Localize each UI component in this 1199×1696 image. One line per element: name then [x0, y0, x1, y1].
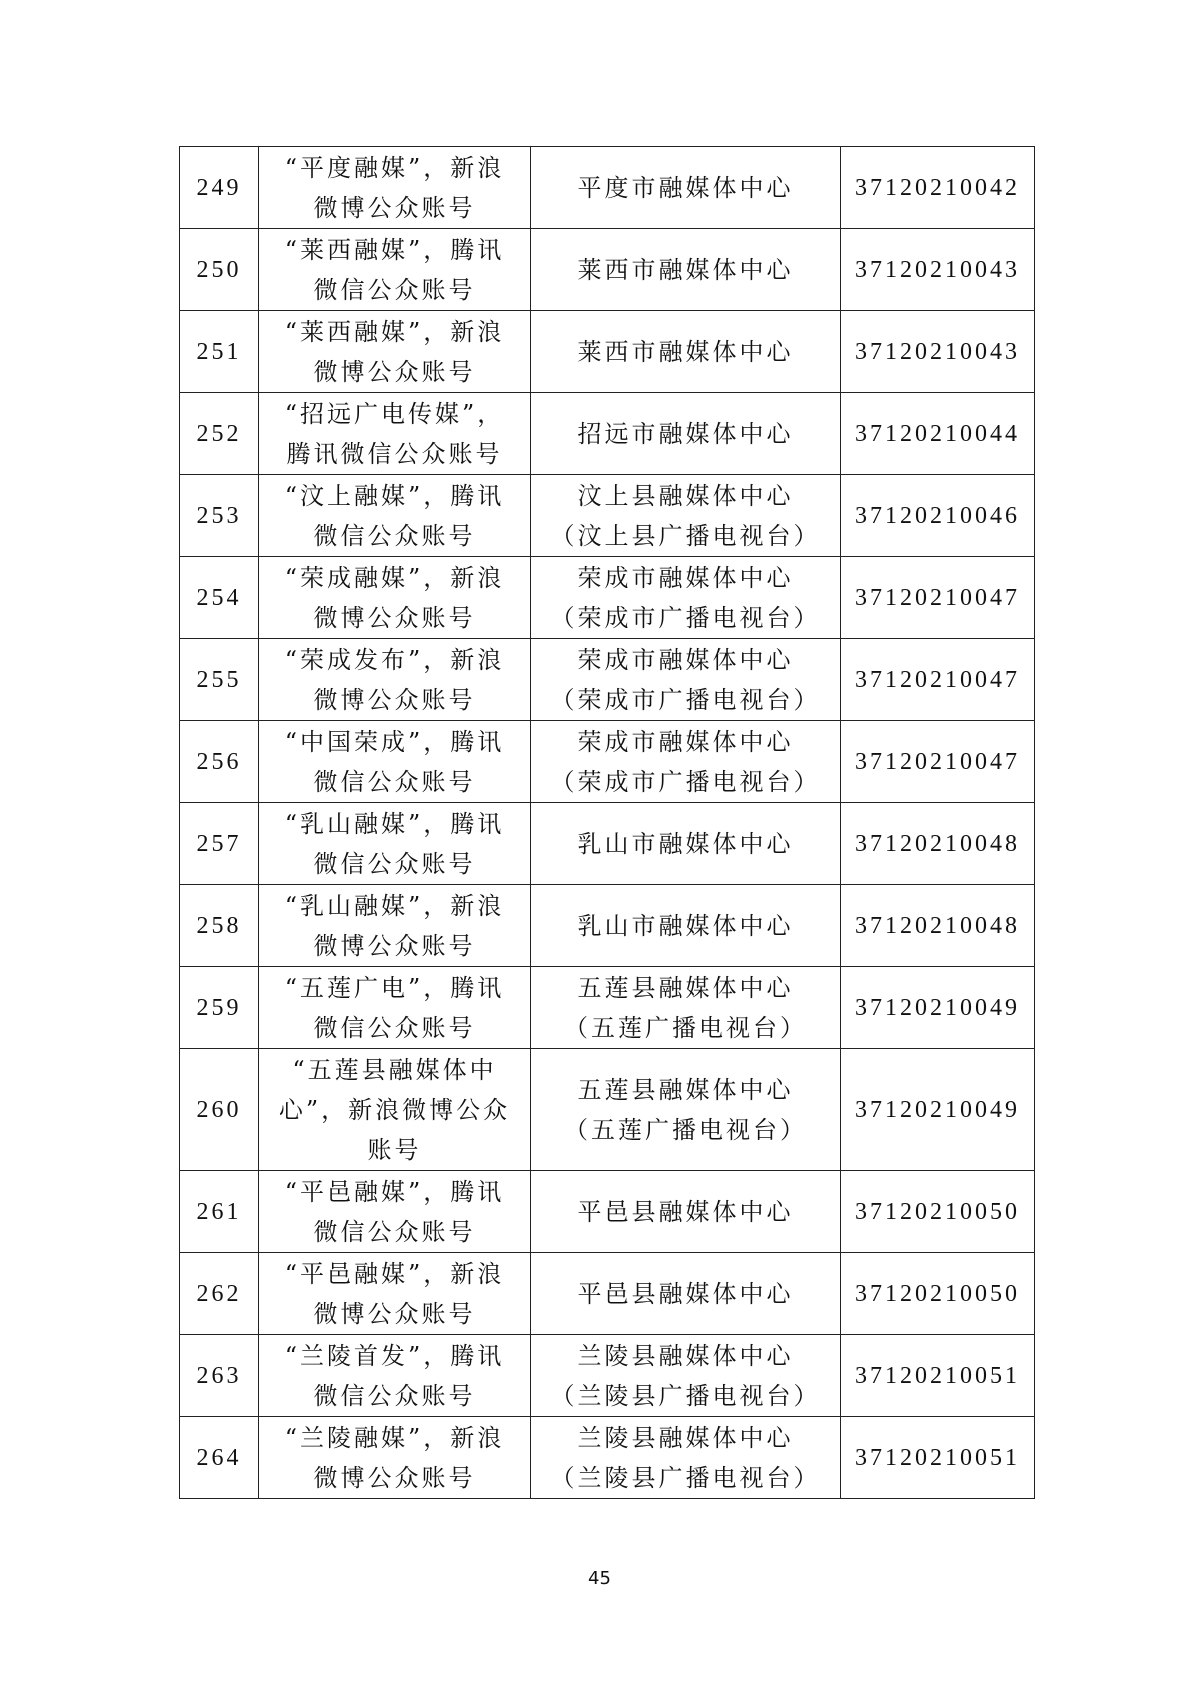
cell-number: 259 [180, 967, 259, 1049]
account-name-line: “莱西融媒”，腾讯 [284, 235, 505, 264]
organization-line: 五莲县融媒体中心 [577, 973, 794, 1002]
account-name-line: “兰陵融媒”，新浪 [284, 1423, 505, 1452]
table-body [180, 147, 1035, 1499]
table-row [180, 147, 1035, 229]
organization-line: 荣成市融媒体中心 [577, 727, 794, 756]
cell-organization [531, 475, 841, 557]
cell-license-code: 37120210047 [841, 639, 1035, 721]
cell-organization [531, 1417, 841, 1499]
cell-number: 256 [180, 721, 259, 803]
cell-license-code: 37120210049 [841, 967, 1035, 1049]
table-row [180, 1049, 1035, 1171]
cell-account-name [259, 639, 531, 721]
account-name-line: “五莲广电”，腾讯 [284, 973, 505, 1002]
cell-number: 261 [180, 1171, 259, 1253]
account-name-line: “乳山融媒”，腾讯 [284, 809, 505, 838]
cell-account-name [259, 885, 531, 967]
table-row [180, 721, 1035, 803]
cell-license-code: 37120210050 [841, 1253, 1035, 1335]
cell-account-name [259, 393, 531, 475]
organization-line: 兰陵县融媒体中心 [577, 1341, 794, 1370]
table-row [180, 1253, 1035, 1335]
cell-license-code: 37120210046 [841, 475, 1035, 557]
cell-organization [531, 147, 841, 229]
account-name-line: 微博公众账号 [313, 931, 476, 960]
cell-organization [531, 967, 841, 1049]
cell-license-code: 37120210047 [841, 557, 1035, 639]
account-name-line: 微博公众账号 [313, 603, 476, 632]
cell-organization [531, 1253, 841, 1335]
cell-number: 258 [180, 885, 259, 967]
organization-line: 平度市融媒体中心 [577, 173, 794, 202]
organization-line: 招远市融媒体中心 [577, 419, 794, 448]
organization-line: 莱西市融媒体中心 [577, 337, 794, 366]
cell-account-name [259, 1049, 531, 1171]
cell-license-code: 37120210043 [841, 229, 1035, 311]
organization-line: （兰陵县广播电视台） [550, 1463, 821, 1492]
cell-license-code: 37120210049 [841, 1049, 1035, 1171]
account-name-line: 微博公众账号 [313, 193, 476, 222]
cell-number: 264 [180, 1417, 259, 1499]
organization-line: 兰陵县融媒体中心 [577, 1423, 794, 1452]
account-name-line: 微信公众账号 [313, 1217, 476, 1246]
cell-account-name [259, 1335, 531, 1417]
account-table [179, 146, 1035, 1499]
cell-number: 254 [180, 557, 259, 639]
cell-number: 262 [180, 1253, 259, 1335]
account-name-line: “平邑融媒”，腾讯 [284, 1177, 505, 1206]
organization-line: 乳山市融媒体中心 [577, 829, 794, 858]
table-row [180, 885, 1035, 967]
cell-account-name [259, 557, 531, 639]
organization-line: 乳山市融媒体中心 [577, 911, 794, 940]
account-name-line: 心”，新浪微博公众 [278, 1095, 511, 1124]
cell-license-code: 37120210051 [841, 1335, 1035, 1417]
account-name-line: “乳山融媒”，新浪 [284, 891, 505, 920]
organization-line: 汶上县融媒体中心 [577, 481, 794, 510]
organization-line: （汶上县广播电视台） [550, 521, 821, 550]
account-name-line: 账号 [367, 1135, 422, 1164]
cell-organization [531, 1171, 841, 1253]
cell-license-code: 37120210048 [841, 885, 1035, 967]
organization-line: 平邑县融媒体中心 [577, 1279, 794, 1308]
cell-license-code: 37120210043 [841, 311, 1035, 393]
account-name-line: 微信公众账号 [313, 275, 476, 304]
account-name-line: “兰陵首发”，腾讯 [284, 1341, 505, 1370]
cell-license-code: 37120210048 [841, 803, 1035, 885]
cell-organization [531, 393, 841, 475]
cell-license-code: 37120210051 [841, 1417, 1035, 1499]
cell-organization [531, 639, 841, 721]
organization-line: （荣成市广播电视台） [550, 603, 821, 632]
table-row [180, 393, 1035, 475]
organization-line: （五莲广播电视台） [564, 1013, 807, 1042]
cell-organization [531, 1335, 841, 1417]
cell-account-name [259, 475, 531, 557]
cell-number: 260 [180, 1049, 259, 1171]
table-row [180, 1335, 1035, 1417]
cell-number: 255 [180, 639, 259, 721]
table-row [180, 967, 1035, 1049]
cell-number: 257 [180, 803, 259, 885]
cell-organization [531, 721, 841, 803]
cell-organization [531, 1049, 841, 1171]
account-name-line: 微博公众账号 [313, 357, 476, 386]
organization-line: （荣成市广播电视台） [550, 685, 821, 714]
cell-license-code: 37120210050 [841, 1171, 1035, 1253]
cell-number: 253 [180, 475, 259, 557]
cell-account-name [259, 721, 531, 803]
account-name-line: 微博公众账号 [313, 1299, 476, 1328]
cell-license-code: 37120210042 [841, 147, 1035, 229]
account-name-line: “中国荣成”，腾讯 [284, 727, 505, 756]
account-name-line: “汶上融媒”，腾讯 [284, 481, 505, 510]
organization-line: 荣成市融媒体中心 [577, 563, 794, 592]
cell-number: 249 [180, 147, 259, 229]
cell-organization [531, 885, 841, 967]
cell-license-code: 37120210044 [841, 393, 1035, 475]
account-name-line: “五莲县融媒体中 [292, 1055, 497, 1084]
cell-organization [531, 557, 841, 639]
organization-line: （兰陵县广播电视台） [550, 1381, 821, 1410]
account-name-line: “平邑融媒”，新浪 [284, 1259, 505, 1288]
cell-organization [531, 803, 841, 885]
cell-account-name [259, 147, 531, 229]
cell-account-name [259, 1253, 531, 1335]
account-name-line: 微信公众账号 [313, 767, 476, 796]
table-row [180, 557, 1035, 639]
cell-account-name [259, 967, 531, 1049]
account-name-line: 微博公众账号 [313, 685, 476, 714]
account-name-line: 微信公众账号 [313, 521, 476, 550]
table-row [180, 229, 1035, 311]
table-row [180, 639, 1035, 721]
cell-account-name [259, 311, 531, 393]
cell-organization [531, 229, 841, 311]
cell-account-name [259, 1171, 531, 1253]
organization-line: （荣成市广播电视台） [550, 767, 821, 796]
organization-line: 荣成市融媒体中心 [577, 645, 794, 674]
table-row [180, 475, 1035, 557]
cell-license-code: 37120210047 [841, 721, 1035, 803]
organization-line: 平邑县融媒体中心 [577, 1197, 794, 1226]
organization-line: （五莲广播电视台） [564, 1115, 807, 1144]
cell-organization [531, 311, 841, 393]
cell-account-name [259, 229, 531, 311]
table-row [180, 1417, 1035, 1499]
organization-line: 五莲县融媒体中心 [577, 1075, 794, 1104]
table-row [180, 1171, 1035, 1253]
account-name-line: 微信公众账号 [313, 1381, 476, 1410]
account-name-line: “招远广电传媒”， [284, 399, 505, 428]
table-row [180, 803, 1035, 885]
account-name-line: “荣成发布”，新浪 [284, 645, 505, 674]
cell-number: 251 [180, 311, 259, 393]
account-name-line: 微博公众账号 [313, 1463, 476, 1492]
account-name-line: “莱西融媒”，新浪 [284, 317, 505, 346]
cell-number: 252 [180, 393, 259, 475]
account-name-line: “荣成融媒”，新浪 [284, 563, 505, 592]
account-name-line: “平度融媒”，新浪 [284, 153, 505, 182]
page-number: 45 [588, 1568, 611, 1589]
account-name-line: 腾讯微信公众账号 [286, 439, 503, 468]
organization-line: 莱西市融媒体中心 [577, 255, 794, 284]
account-name-line: 微信公众账号 [313, 1013, 476, 1042]
account-name-line: 微信公众账号 [313, 849, 476, 878]
cell-number: 250 [180, 229, 259, 311]
table-row [180, 311, 1035, 393]
cell-account-name [259, 803, 531, 885]
cell-account-name [259, 1417, 531, 1499]
cell-number: 263 [180, 1335, 259, 1417]
